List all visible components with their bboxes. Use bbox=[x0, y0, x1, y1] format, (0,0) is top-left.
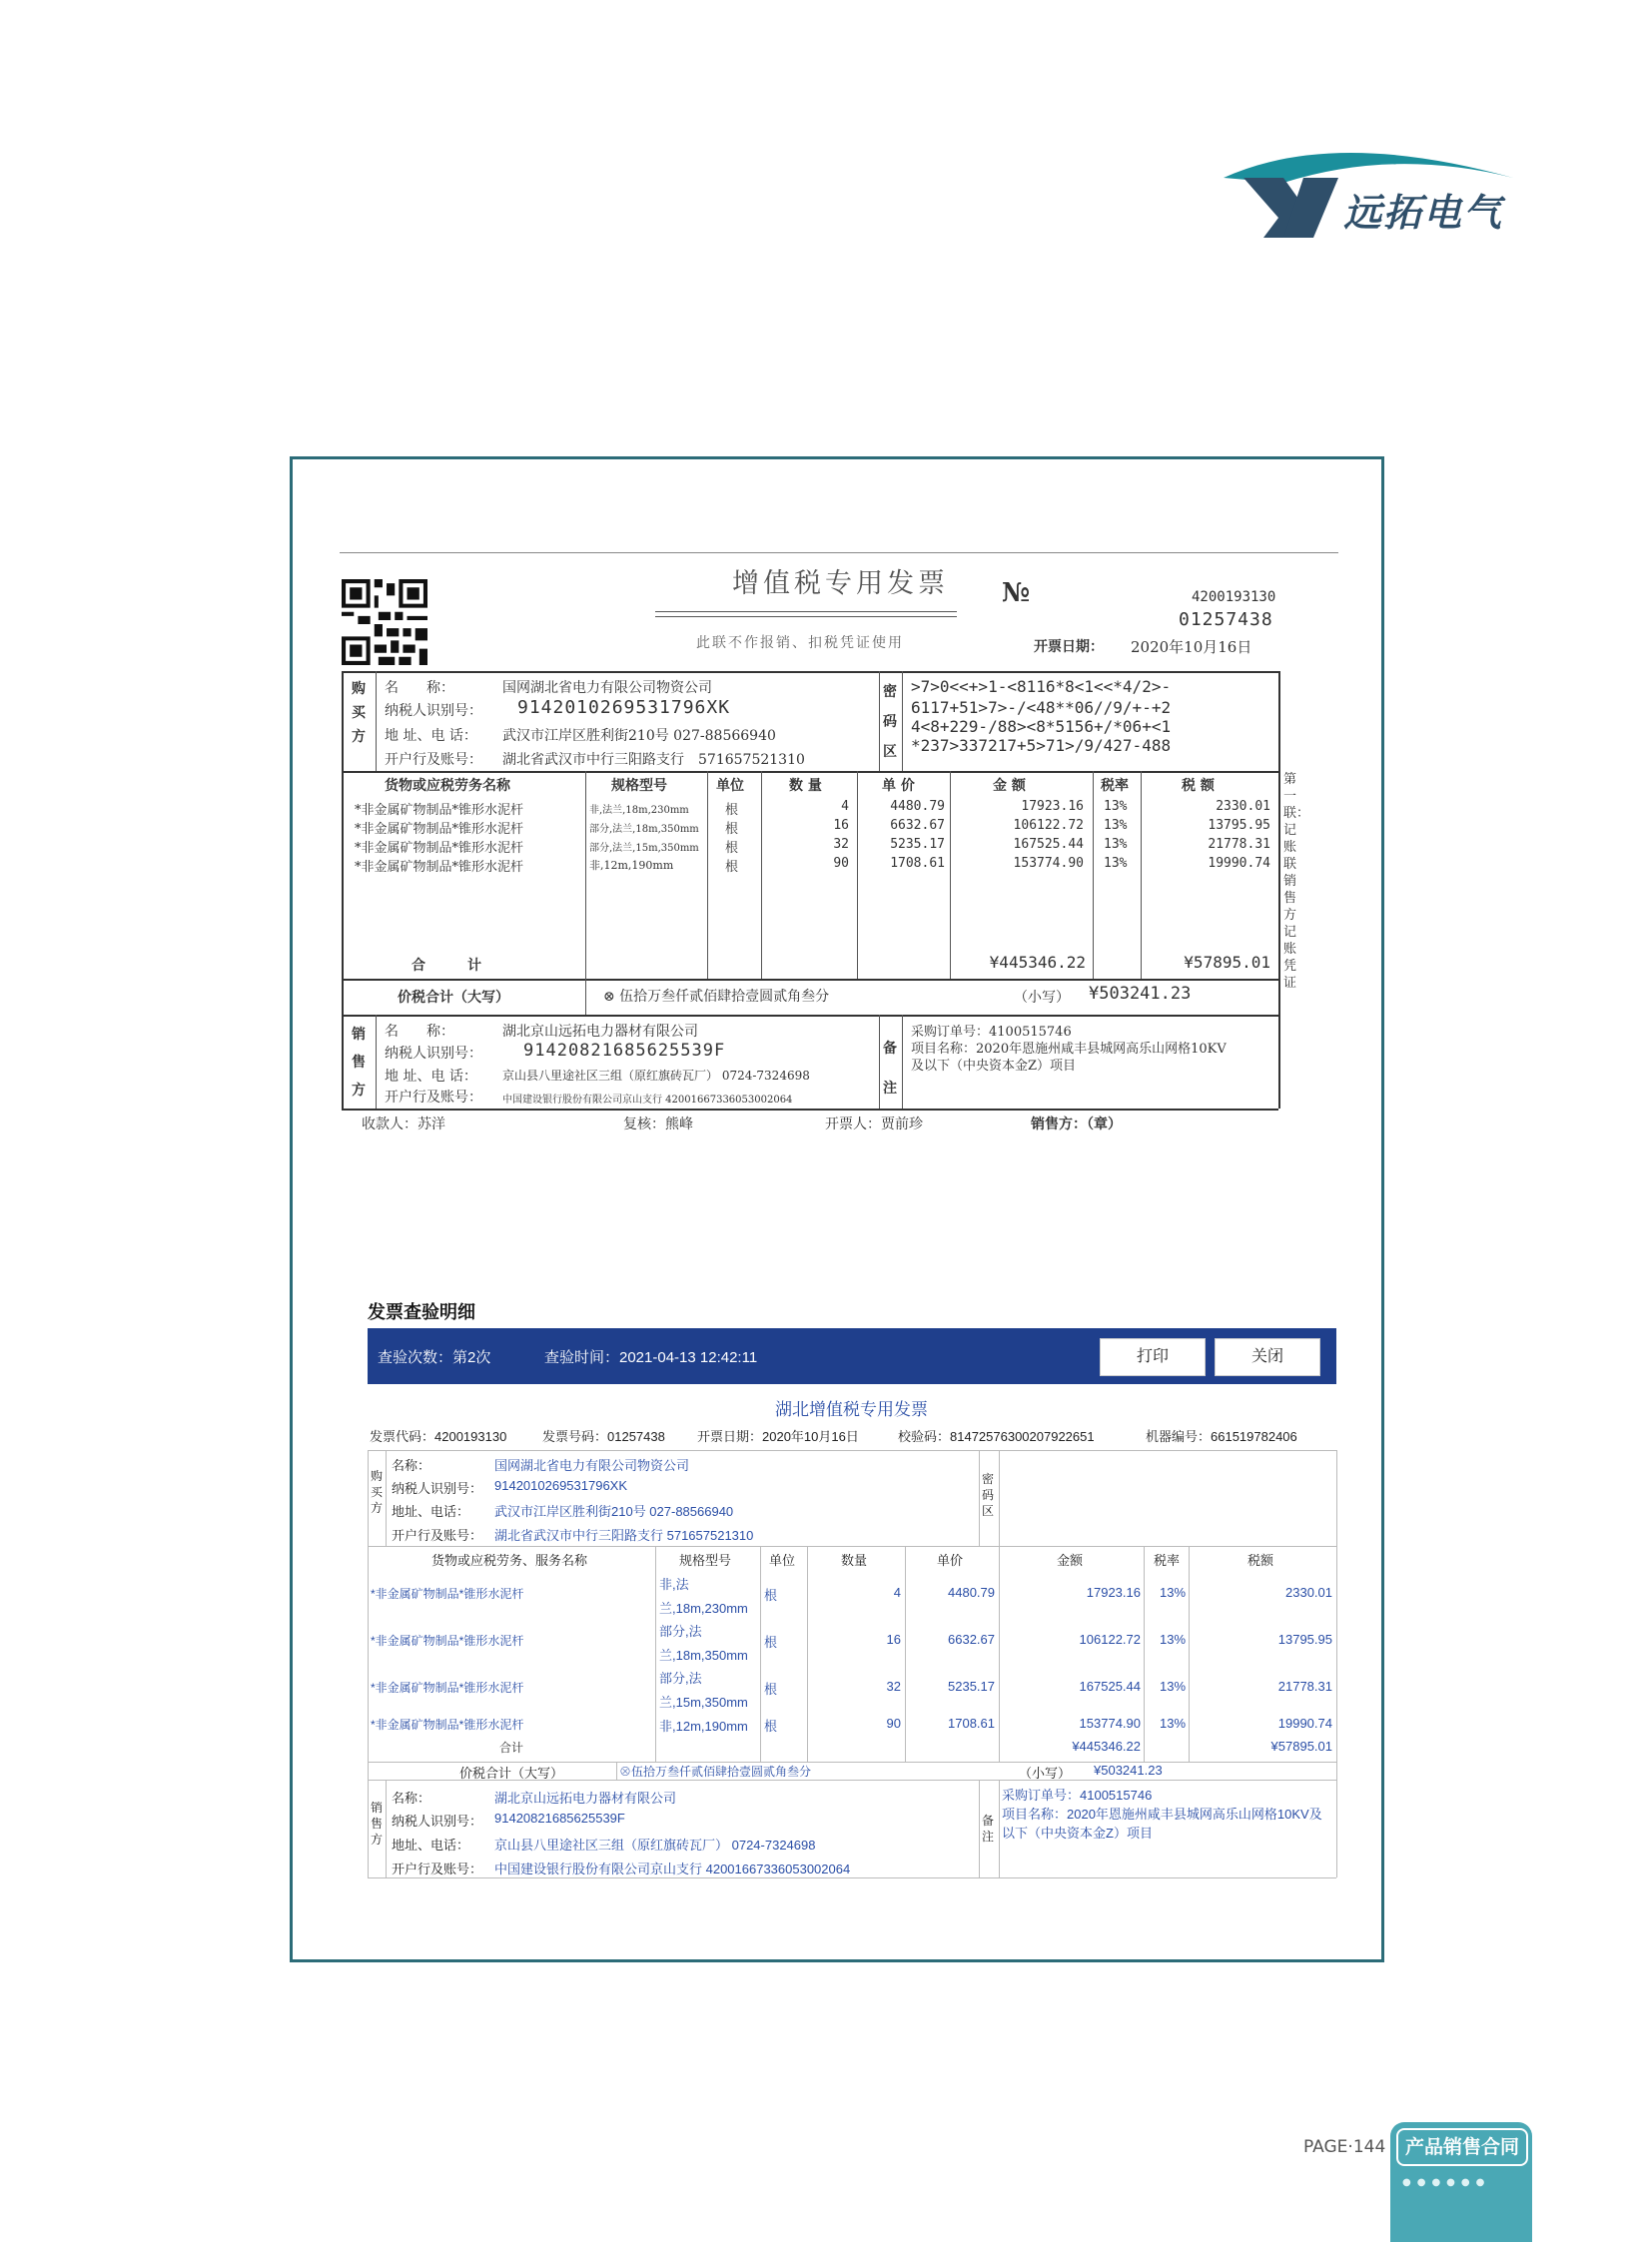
invoice-title: 增值税专用发票 bbox=[732, 568, 949, 599]
ver-row-qty: 32 bbox=[886, 1679, 901, 1694]
row-qty: 4 bbox=[841, 799, 849, 814]
drawer: 开票人：贾前珍 bbox=[825, 1117, 923, 1132]
ver-row-name: *非金属矿物制品*锥形水泥杆 bbox=[371, 1718, 524, 1732]
brand-name: 远拓电气 bbox=[1343, 191, 1504, 235]
row-qty: 90 bbox=[833, 856, 849, 871]
ver-row-price: 1708.61 bbox=[948, 1716, 995, 1731]
ver-buyer-bank: 湖北省武汉市中行三阳路支行 571657521310 bbox=[494, 1528, 754, 1543]
row-spec: 非,12m,190mm bbox=[589, 859, 674, 872]
remark-line-2: 项目名称：2020年恩施州咸丰县城网高乐山网格10KV bbox=[911, 1042, 1227, 1057]
ver-row-tax: 2330.01 bbox=[1285, 1585, 1332, 1600]
buyer-addr-label: 地 址、电 话： bbox=[385, 728, 477, 744]
row-tax: 2330.01 bbox=[1216, 799, 1270, 814]
row-unit: 根 bbox=[725, 822, 739, 837]
buyer-tax-id: 914201026953179​6XK bbox=[517, 697, 731, 718]
ver-row-rate: 13% bbox=[1160, 1632, 1187, 1647]
ver-seller-name-label: 名称： bbox=[392, 1791, 431, 1806]
ver-row-unit: 根 bbox=[764, 1682, 778, 1697]
ver-seller-tax-label: 纳税人识别号： bbox=[392, 1814, 483, 1829]
row-rate: 13% bbox=[1104, 856, 1128, 871]
ver-buyer-tax-label: 纳税人识别号： bbox=[392, 1481, 483, 1496]
ver-row-spec: 部分,法 bbox=[659, 1671, 702, 1686]
inv-header-amount: 金 额 bbox=[993, 778, 1026, 794]
seller-name: 湖北京山远拓电力器材有限公司 bbox=[502, 1024, 698, 1040]
buyer-tax-label: 纳税人识别号： bbox=[385, 703, 482, 719]
ver-seller-side-label: 销售方 bbox=[371, 1801, 384, 1847]
seller-tax-label: 纳税人识别号： bbox=[385, 1046, 482, 1062]
page-number: PAGE·144 bbox=[1303, 2137, 1386, 2157]
ver-header-spec: 规格型号 bbox=[679, 1553, 732, 1568]
ver-row-spec: 非,法 bbox=[659, 1577, 689, 1592]
row-tax: 21778.31 bbox=[1208, 837, 1270, 852]
ver-remark-label: 备注 bbox=[982, 1814, 995, 1844]
row-spec: 部分,法兰,15m,350mm bbox=[589, 843, 699, 854]
ver-row-price: 4480.79 bbox=[948, 1585, 995, 1600]
ver-grand-words: ⊗伍拾万叁仟贰佰肆拾壹圆贰角叁分 bbox=[619, 1765, 812, 1779]
ver-total-amount: ¥445346.22 bbox=[1072, 1739, 1141, 1754]
ver-seller-addr: 京山县八里途社区三组（原红旗砖瓦厂） 0724-7324698 bbox=[494, 1838, 816, 1853]
ver-grand-small: ¥503241.23 bbox=[1094, 1763, 1163, 1778]
seller-bank-label: 开户行及账号： bbox=[385, 1090, 482, 1106]
password-line-4: *237>337217+5>71>/9/427-488 bbox=[911, 736, 1172, 755]
ver-remark-line-1: 采购订单号：4100515746 bbox=[1002, 1788, 1153, 1803]
row-qty: 16 bbox=[833, 818, 849, 833]
buyer-bank-label: 开户行及账号： bbox=[385, 752, 482, 768]
qr-code-icon bbox=[342, 579, 427, 665]
buyer-addr: 武汉市江岸区胜利街210号 027-88566940 bbox=[502, 728, 776, 744]
seller-tax-id: 91420821685625539F bbox=[523, 1041, 726, 1061]
inv-total-label: 合 计 bbox=[412, 958, 481, 974]
inv-header-price: 单 价 bbox=[882, 778, 915, 794]
ver-buyer-bank-label: 开户行及账号： bbox=[392, 1528, 483, 1543]
row-spec: 非,法兰,18m,230mm bbox=[589, 805, 689, 816]
password-line-3: 4<8+229-/88><8*5156+/*06+<1 bbox=[911, 717, 1172, 736]
ver-row-rate: 13% bbox=[1160, 1585, 1187, 1600]
ver-row-unit: 根 bbox=[764, 1635, 778, 1650]
row-price: 6632.67 bbox=[890, 818, 945, 833]
remark-line-1: 采购订单号：4100515746 bbox=[911, 1025, 1072, 1040]
meta-code: 发票代码：4200193130 bbox=[370, 1429, 507, 1444]
inv-header-qty: 数 量 bbox=[789, 778, 822, 794]
ver-header-qty: 数量 bbox=[841, 1553, 868, 1568]
buyer-bank: 湖北省武汉市中行三阳路支行 571657521310 bbox=[502, 752, 805, 768]
row-unit: 根 bbox=[725, 841, 739, 856]
ver-row-spec: 部分,法 bbox=[659, 1624, 702, 1639]
ver-remark-line-3: 以下（中央资本金Z）项目 bbox=[1002, 1826, 1153, 1841]
ver-row-amount: 153774.90 bbox=[1079, 1716, 1141, 1731]
ver-total-tax: ¥57895.01 bbox=[1270, 1739, 1332, 1754]
ver-buyer-side-label: 购买方 bbox=[371, 1469, 384, 1515]
row-price: 1708.61 bbox=[890, 856, 945, 871]
seller-seal: 销售方：（章） bbox=[1031, 1117, 1122, 1132]
ver-row-qty: 4 bbox=[893, 1585, 901, 1600]
invoice-date-label: 开票日期： bbox=[1034, 639, 1104, 655]
ver-row-spec: 兰,18m,230mm bbox=[659, 1601, 748, 1616]
ver-seller-name: 湖北京山远拓电力器材有限公司 bbox=[494, 1791, 677, 1806]
ver-row-amount: 167525.44 bbox=[1079, 1679, 1141, 1694]
meta-date: 开票日期：2020年10月16日 bbox=[697, 1429, 859, 1444]
row-price: 5235.17 bbox=[890, 837, 945, 852]
meta-number: 发票号码：01257438 bbox=[542, 1429, 665, 1444]
ver-header-price: 单价 bbox=[937, 1553, 964, 1568]
check-count: 查验次数：第2次 bbox=[378, 1349, 491, 1366]
ver-seller-tax-id: 91420821685625539F bbox=[494, 1811, 625, 1826]
buyer-name: 国网湖北省电力有限公司物资公司 bbox=[502, 680, 712, 696]
password-label: 密码区 bbox=[883, 684, 897, 760]
ver-row-qty: 90 bbox=[886, 1716, 901, 1731]
row-name: *非金属矿物制品*锥形水泥杆 bbox=[355, 841, 524, 856]
ver-buyer-tax-id: 9142010269531796XK bbox=[494, 1478, 628, 1493]
meta-check: 校验码：81472576300207922651 bbox=[898, 1429, 1095, 1444]
meta-machine: 机器编号：661519782406 bbox=[1146, 1429, 1297, 1444]
inv-total-tax: ¥57895.01 bbox=[1184, 953, 1270, 972]
inv-header-spec: 规格型号 bbox=[611, 778, 667, 794]
row-name: *非金属矿物制品*锥形水泥杆 bbox=[355, 822, 524, 837]
ver-row-spec: 兰,18m,350mm bbox=[659, 1648, 748, 1663]
buyer-name-label: 名 称： bbox=[385, 680, 454, 696]
row-rate: 13% bbox=[1104, 799, 1128, 814]
row-tax: 19990.74 bbox=[1208, 856, 1270, 871]
seller-name-label: 名 称： bbox=[385, 1024, 454, 1040]
ver-row-tax: 13795.95 bbox=[1277, 1632, 1332, 1647]
ver-buyer-name-label: 名称： bbox=[392, 1458, 431, 1473]
dots-icon: ●●●●●● bbox=[1402, 2177, 1491, 2188]
ver-row-unit: 根 bbox=[764, 1588, 778, 1603]
side-note: 第一联：记账联 销售方记账凭证 bbox=[1283, 772, 1310, 991]
row-amount: 167525.44 bbox=[1013, 837, 1084, 852]
ver-row-spec: 非,12m,190mm bbox=[659, 1719, 748, 1734]
seller-addr-label: 地 址、电 话： bbox=[385, 1069, 477, 1085]
ver-row-rate: 13% bbox=[1160, 1716, 1187, 1731]
remark-label: 备注 bbox=[883, 1041, 897, 1097]
ver-header-rate: 税率 bbox=[1154, 1553, 1181, 1568]
inv-grand-label: 价税合计（大写） bbox=[398, 990, 509, 1006]
seller-side-label: 销售方 bbox=[352, 1027, 366, 1099]
print-button[interactable]: 打印 bbox=[1100, 1338, 1206, 1376]
row-rate: 13% bbox=[1104, 837, 1128, 852]
inv-header-name: 货物或应税劳务名称 bbox=[385, 778, 510, 794]
seller-bank: 中国建设银行股份有限公司京山支行 42001667336053002064 bbox=[502, 1095, 793, 1106]
row-amount: 17923.16 bbox=[1021, 799, 1084, 814]
inv-grand-small-label: （小写） bbox=[1014, 990, 1070, 1006]
no-mark: № bbox=[1002, 578, 1031, 608]
ver-row-rate: 13% bbox=[1160, 1679, 1187, 1694]
close-button[interactable]: 关闭 bbox=[1215, 1338, 1320, 1376]
ver-row-price: 6632.67 bbox=[948, 1632, 995, 1647]
password-line-2: 6117+51>7>-/<48**06//9/+-+2 bbox=[911, 698, 1172, 717]
ver-row-spec: 兰,15m,350mm bbox=[659, 1695, 748, 1710]
row-rate: 13% bbox=[1104, 818, 1128, 833]
invoice-code: 4200193130 bbox=[1192, 589, 1276, 605]
ver-row-price: 5235.17 bbox=[948, 1679, 995, 1694]
section-badge-label: 产品销售合同 bbox=[1396, 2128, 1528, 2166]
inv-grand-small: ¥503241.23 bbox=[1089, 984, 1192, 1004]
row-price: 4480.79 bbox=[890, 799, 945, 814]
ver-row-name: *非金属矿物制品*锥形水泥杆 bbox=[371, 1634, 524, 1648]
ver-row-amount: 106122.72 bbox=[1079, 1632, 1141, 1647]
ver-row-amount: 17923.16 bbox=[1086, 1585, 1141, 1600]
ver-header-name: 货物或应税劳务、服务名称 bbox=[431, 1553, 588, 1568]
ver-row-tax: 19990.74 bbox=[1277, 1716, 1332, 1731]
remark-line-3: 及以下（中央资本金Z）项目 bbox=[911, 1059, 1077, 1074]
row-unit: 根 bbox=[725, 860, 739, 875]
payee: 收款人：苏洋 bbox=[362, 1117, 445, 1132]
verification-title: 湖北增值税专用发票 bbox=[775, 1400, 928, 1419]
ver-row-name: *非金属矿物制品*锥形水泥杆 bbox=[371, 1587, 524, 1601]
invoice-date: 2020年10月16日 bbox=[1131, 638, 1252, 656]
reviewer: 复核：熊峰 bbox=[623, 1117, 693, 1132]
ver-row-qty: 16 bbox=[886, 1632, 901, 1647]
invoice-number: 01257438 bbox=[1179, 609, 1273, 630]
ver-row-tax: 21778.31 bbox=[1277, 1679, 1332, 1694]
ver-header-tax: 税额 bbox=[1247, 1553, 1274, 1568]
inv-grand-words: ⊗ 伍拾万叁仟贰佰肆拾壹圆贰角叁分 bbox=[603, 989, 830, 1005]
row-spec: 部分,法兰,18m,350mm bbox=[589, 824, 699, 835]
ver-row-name: *非金属矿物制品*锥形水泥杆 bbox=[371, 1681, 524, 1695]
seller-addr: 京山县八里途社区三组（原红旗砖瓦厂） 0724-7324698 bbox=[502, 1069, 810, 1083]
ver-seller-addr-label: 地址、电话： bbox=[392, 1838, 470, 1853]
row-tax: 13795.95 bbox=[1208, 818, 1270, 833]
password-line-1: >7>0<<+>1-<8116*8<1<<*4/2>- bbox=[911, 677, 1172, 696]
inv-header-unit: 单位 bbox=[716, 778, 744, 794]
ver-buyer-name: 国网湖北省电力有限公司物资公司 bbox=[494, 1458, 690, 1473]
ver-remark-line-2: 项目名称：2020年恩施州咸丰县城网高乐山网格10KV及 bbox=[1002, 1807, 1322, 1822]
inv-header-tax: 税 额 bbox=[1182, 778, 1215, 794]
ver-seller-bank-label: 开户行及账号： bbox=[392, 1862, 483, 1876]
row-amount: 106122.72 bbox=[1013, 818, 1084, 833]
row-unit: 根 bbox=[725, 803, 739, 818]
ver-total-label: 合计 bbox=[499, 1741, 524, 1755]
ver-header-unit: 单位 bbox=[769, 1553, 796, 1568]
verification-heading: 发票查验明细 bbox=[368, 1302, 475, 1322]
check-time: 查验时间：2021-04-13 12:42:11 bbox=[544, 1349, 758, 1366]
row-name: *非金属矿物制品*锥形水泥杆 bbox=[355, 860, 524, 875]
row-amount: 153774.90 bbox=[1013, 856, 1084, 871]
ver-header-amount: 金额 bbox=[1057, 1553, 1084, 1568]
ver-password-label: 密码区 bbox=[982, 1472, 995, 1518]
ver-seller-bank: 中国建设银行股份有限公司京山支行 42001667336053002064 bbox=[494, 1862, 851, 1876]
row-name: *非金属矿物制品*锥形水泥杆 bbox=[355, 803, 524, 818]
ver-grand-label: 价税合计（大写） bbox=[459, 1766, 564, 1781]
ver-buyer-addr: 武汉市江岸区胜利街210号 027-88566940 bbox=[494, 1504, 734, 1519]
ver-grand-small-label: （小写） bbox=[1019, 1766, 1072, 1781]
buyer-side-label: 购买方 bbox=[352, 681, 366, 745]
ver-row-unit: 根 bbox=[764, 1719, 778, 1734]
row-qty: 32 bbox=[833, 837, 849, 852]
invoice-subtitle: 此联不作报销、扣税凭证使用 bbox=[696, 635, 904, 651]
inv-total-amount: ¥445346.22 bbox=[989, 953, 1086, 972]
ver-buyer-addr-label: 地址、电话： bbox=[392, 1504, 470, 1519]
inv-header-rate: 税率 bbox=[1101, 778, 1129, 794]
